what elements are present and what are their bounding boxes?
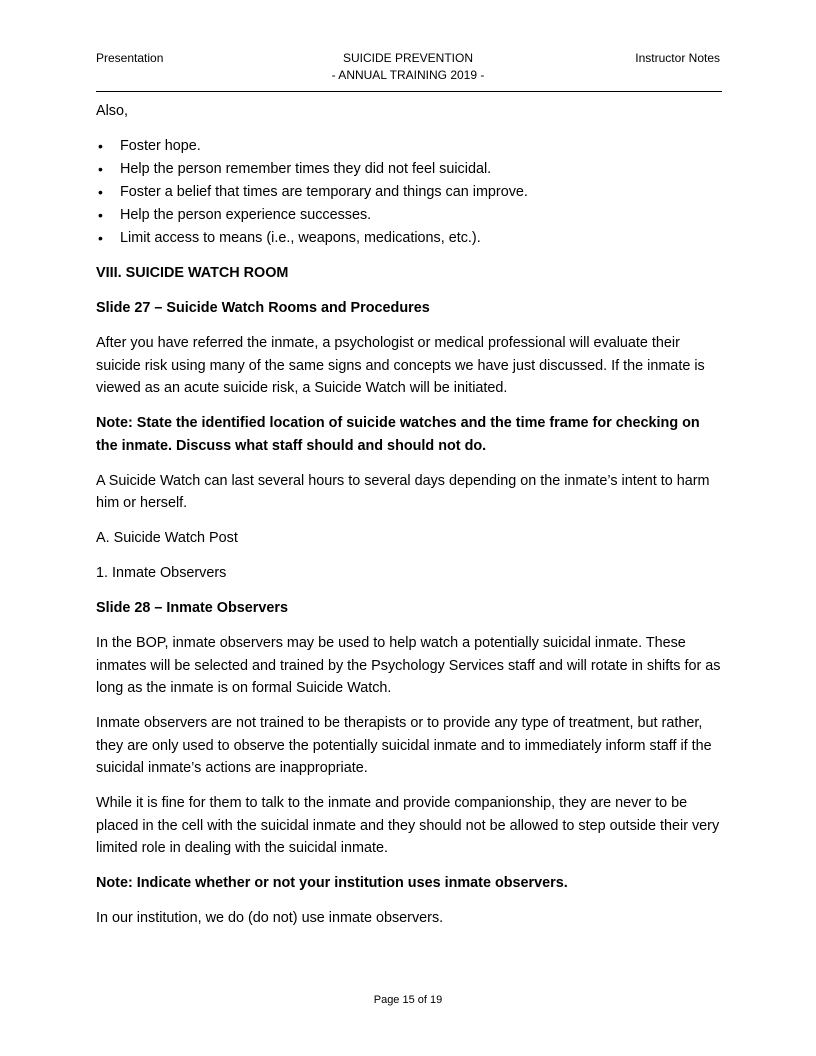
intro-text: Also, [96,103,128,119]
item-inmate-observers: 1. Inmate Observers [96,565,227,581]
header-right: Instructor Notes [635,51,720,65]
document-body [96,100,722,942]
header-title-line2: - ANNUAL TRAINING 2019 - [331,68,485,82]
slide-27-heading: Slide 27 – Suicide Watch Rooms and Procedures [96,300,430,316]
paragraph-companionship: While it is fine for them to talk to the inmate and provide companionship, they are never to be placed in the cell with the suicidal inmate and they should not be allowed to step outside their very limited role in dealing with the suicidal inmate. [96,795,720,856]
header-divider [96,91,722,92]
header-title-line1: SUICIDE PREVENTION [342,51,474,65]
bullet-item: • Help the person remember times they did not feel suicidal. [96,158,722,181]
note-location: Note: State the identified location of suicide watches and the time frame for checking on the inmate. Discuss what staff should and should not do. [96,415,700,454]
bullet-item: • Foster a belief that times are temporary and things can improve. [96,181,722,204]
paragraph-institution: In our institution, we do (do not) use inmate observers. [96,910,444,926]
paragraph-observer-role: Inmate observers are not trained to be therapists or to provide any type of treatment, but rather, they are only used to observe the potentially suicidal inmate and to immediately inform staff if the suicidal inmate’s actions are inappropriate. [96,715,712,776]
item-watch-post: A. Suicide Watch Post [96,530,238,546]
bullet-list [96,135,722,250]
bullet-item: • Help the person experience successes. [96,204,722,227]
bullet-item: • Foster hope. [96,135,722,158]
paragraph-bop-observers: In the BOP, inmate observers may be used to help watch a potentially suicidal inmate. These inmates will be selected and trained by the Psychology Services staff and will rotate in shifts for as long as the inmate is on formal Suicide Watch. [96,635,721,696]
paragraph-referral: After you have referred the inmate, a psychologist or medical professional will evaluate their suicide risk using many of the same signs and concepts we have just discussed. If the inmate is viewed as an acute suicide risk, a Suicide Watch will be initiated. [96,335,705,396]
section-heading: VIII. SUICIDE WATCH ROOM [96,265,289,281]
note-observers: Note: Indicate whether or not your institution uses inmate observers. [96,875,568,891]
page-number: Page 15 of 19 [373,994,443,1006]
bullet-item: • Limit access to means (i.e., weapons, medications, etc.). [96,227,722,250]
paragraph-watch-duration: A Suicide Watch can last several hours to several days depending on the inmate’s intent to harm him or herself. [96,472,710,511]
header-left: Presentation [96,51,164,65]
slide-28-heading: Slide 28 – Inmate Observers [96,600,288,616]
